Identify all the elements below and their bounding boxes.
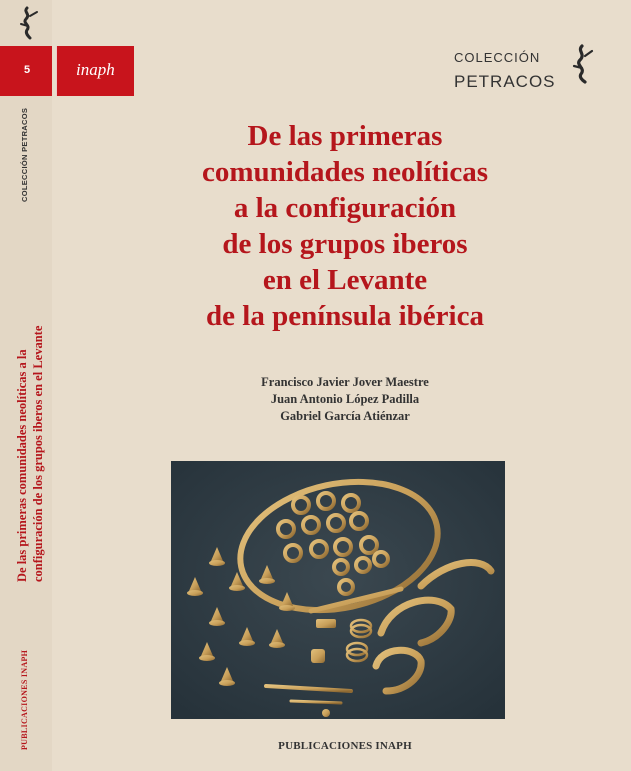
spine-publisher xyxy=(20,620,32,770)
book-spine xyxy=(0,0,53,771)
collection-label: COLECCIÓN xyxy=(454,50,541,65)
spine-title-text xyxy=(14,326,46,582)
author-name: Francisco Javier Jover Maestre xyxy=(261,375,429,389)
title-line: de la península ibérica xyxy=(206,300,484,332)
collection-name: PETRACOS xyxy=(454,72,556,91)
inaph-logo: inaph xyxy=(76,60,115,79)
petracos-figure-icon xyxy=(572,44,594,84)
book-title xyxy=(60,118,630,334)
petracos-figure-icon xyxy=(18,6,40,40)
title-line: comunidades neolíticas xyxy=(202,156,488,188)
title-line: de los grupos iberos xyxy=(222,228,468,260)
spine-title xyxy=(14,252,48,582)
cover-photo xyxy=(171,461,505,719)
title-line: en el Levante xyxy=(262,264,428,296)
inaph-logo-box xyxy=(56,46,134,96)
author-name: Juan Antonio López Padilla xyxy=(270,392,420,406)
bronze-artifacts-image xyxy=(171,461,505,719)
spine-title-line-1: De las primeras comunidades neolíticas a la xyxy=(15,349,29,582)
author-name: Gabriel García Atiénzar xyxy=(280,409,410,423)
title-line: a la configuración xyxy=(233,192,457,224)
logo-divider xyxy=(56,46,57,96)
publisher-label: PUBLICACIONES INAPH xyxy=(278,740,412,752)
spine-title-line-2: configuración de los grupos iberos en el Levante xyxy=(31,325,45,582)
volume-number: 5 xyxy=(24,64,31,76)
spine-publisher-label: PUBLICACIONES INAPH xyxy=(20,649,29,750)
title-line: De las primeras xyxy=(247,120,443,152)
volume-number-box xyxy=(0,46,56,96)
spine-series xyxy=(20,107,32,232)
collection-logo xyxy=(454,50,624,100)
spine-series-label: COLECCIÓN PETRACOS xyxy=(20,107,29,202)
author-list xyxy=(60,374,630,425)
